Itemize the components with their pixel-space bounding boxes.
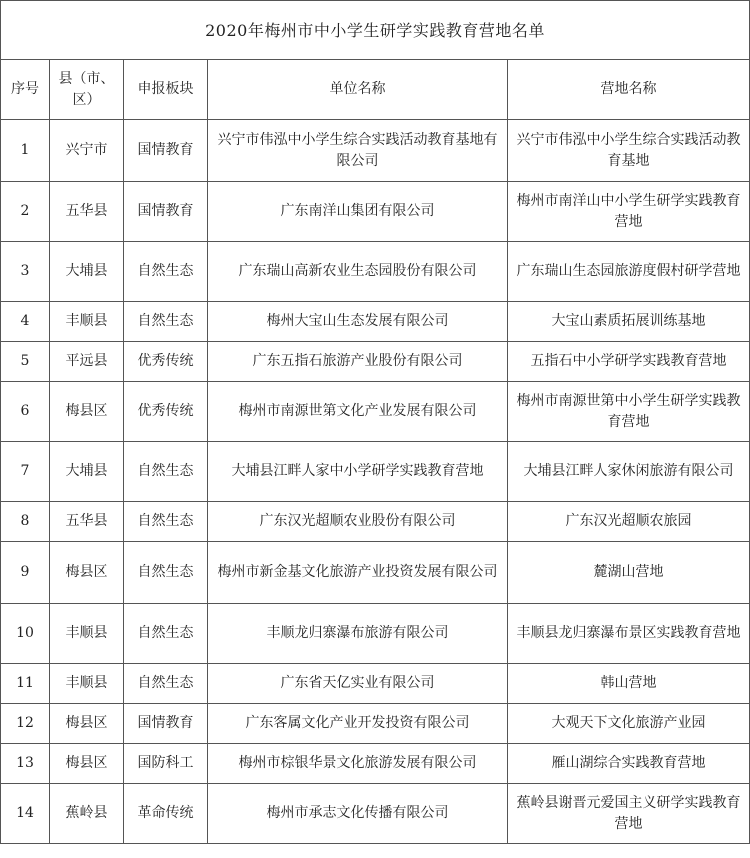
cell-unit-name: 广东南洋山集团有限公司 xyxy=(208,182,508,242)
cell-unit-name: 大埔县江畔人家中小学研学实践教育营地 xyxy=(208,442,508,502)
table-row xyxy=(1,704,750,744)
header-county: 县（市、区） xyxy=(50,60,124,120)
cell-camp-name: 兴宁市伟泓中小学生综合实践活动教育基地 xyxy=(508,120,750,182)
cell-camp-name: 广东汉光超顺农旅园 xyxy=(508,502,750,542)
cell-county: 兴宁市 xyxy=(50,120,124,182)
table-row xyxy=(1,542,750,604)
cell-unit-name: 丰顺龙归寨瀑布旅游有限公司 xyxy=(208,604,508,664)
cell-county: 梅县区 xyxy=(50,542,124,604)
cell-unit-name: 广东汉光超顺农业股份有限公司 xyxy=(208,502,508,542)
cell-camp-name: 大宝山素质拓展训练基地 xyxy=(508,302,750,342)
cell-seq: 13 xyxy=(1,744,50,784)
table-row xyxy=(1,242,750,302)
cell-seq: 12 xyxy=(1,704,50,744)
cell-county: 丰顺县 xyxy=(50,302,124,342)
header-camp: 营地名称 xyxy=(508,60,750,120)
header-row xyxy=(1,60,750,120)
cell-seq: 8 xyxy=(1,502,50,542)
cell-unit-name: 广东客属文化产业开发投资有限公司 xyxy=(208,704,508,744)
cell-county: 五华县 xyxy=(50,182,124,242)
table-row xyxy=(1,784,750,844)
cell-county: 丰顺县 xyxy=(50,664,124,704)
cell-county: 蕉岭县 xyxy=(50,784,124,844)
cell-camp-name: 梅州市南洋山中小学生研学实践教育营地 xyxy=(508,182,750,242)
cell-category: 国情教育 xyxy=(124,182,208,242)
header-seq: 序号 xyxy=(1,60,50,120)
cell-county: 大埔县 xyxy=(50,442,124,502)
cell-category: 革命传统 xyxy=(124,784,208,844)
cell-camp-name: 梅州市南源世第中小学生研学实践教育营地 xyxy=(508,382,750,442)
cell-seq: 9 xyxy=(1,542,50,604)
cell-category: 自然生态 xyxy=(124,242,208,302)
table-row xyxy=(1,664,750,704)
cell-seq: 2 xyxy=(1,182,50,242)
cell-county: 梅县区 xyxy=(50,382,124,442)
cell-seq: 7 xyxy=(1,442,50,502)
cell-camp-name: 大观天下文化旅游产业园 xyxy=(508,704,750,744)
cell-category: 自然生态 xyxy=(124,302,208,342)
cell-category: 自然生态 xyxy=(124,542,208,604)
cell-county: 平远县 xyxy=(50,342,124,382)
table-row xyxy=(1,182,750,242)
table-row xyxy=(1,302,750,342)
cell-category: 国情教育 xyxy=(124,120,208,182)
cell-category: 优秀传统 xyxy=(124,382,208,442)
cell-category: 自然生态 xyxy=(124,502,208,542)
cell-category: 优秀传统 xyxy=(124,342,208,382)
cell-seq: 3 xyxy=(1,242,50,302)
cell-county: 丰顺县 xyxy=(50,604,124,664)
cell-unit-name: 梅州市南源世第文化产业发展有限公司 xyxy=(208,382,508,442)
cell-county: 梅县区 xyxy=(50,704,124,744)
cell-camp-name: 广东瑞山生态园旅游度假村研学营地 xyxy=(508,242,750,302)
cell-unit-name: 兴宁市伟泓中小学生综合实践活动教育基地有限公司 xyxy=(208,120,508,182)
cell-county: 五华县 xyxy=(50,502,124,542)
cell-camp-name: 大埔县江畔人家休闲旅游有限公司 xyxy=(508,442,750,502)
cell-seq: 1 xyxy=(1,120,50,182)
table-row xyxy=(1,382,750,442)
cell-camp-name: 丰顺县龙归寨瀑布景区实践教育营地 xyxy=(508,604,750,664)
cell-unit-name: 梅州大宝山生态发展有限公司 xyxy=(208,302,508,342)
header-category: 申报板块 xyxy=(124,60,208,120)
table-row xyxy=(1,442,750,502)
cell-category: 自然生态 xyxy=(124,442,208,502)
table-row xyxy=(1,744,750,784)
cell-camp-name: 雁山湖综合实践教育营地 xyxy=(508,744,750,784)
cell-category: 自然生态 xyxy=(124,604,208,664)
table-row xyxy=(1,120,750,182)
cell-category: 国防科工 xyxy=(124,744,208,784)
cell-unit-name: 广东瑞山高新农业生态园股份有限公司 xyxy=(208,242,508,302)
cell-county: 大埔县 xyxy=(50,242,124,302)
table-title: 2020年梅州市中小学生研学实践教育营地名单 xyxy=(1,1,750,60)
cell-camp-name: 麓湖山营地 xyxy=(508,542,750,604)
cell-camp-name: 五指石中小学研学实践教育营地 xyxy=(508,342,750,382)
cell-county: 梅县区 xyxy=(50,744,124,784)
cell-seq: 14 xyxy=(1,784,50,844)
table-row xyxy=(1,342,750,382)
cell-seq: 6 xyxy=(1,382,50,442)
cell-category: 自然生态 xyxy=(124,664,208,704)
table-row xyxy=(1,502,750,542)
cell-unit-name: 梅州市承志文化传播有限公司 xyxy=(208,784,508,844)
cell-unit-name: 广东省天亿实业有限公司 xyxy=(208,664,508,704)
cell-seq: 5 xyxy=(1,342,50,382)
cell-camp-name: 韩山营地 xyxy=(508,664,750,704)
cell-seq: 11 xyxy=(1,664,50,704)
cell-seq: 4 xyxy=(1,302,50,342)
cell-seq: 10 xyxy=(1,604,50,664)
cell-category: 国情教育 xyxy=(124,704,208,744)
cell-camp-name: 蕉岭县谢晋元爱国主义研学实践教育营地 xyxy=(508,784,750,844)
cell-unit-name: 梅州市棕银华景文化旅游发展有限公司 xyxy=(208,744,508,784)
cell-unit-name: 广东五指石旅游产业股份有限公司 xyxy=(208,342,508,382)
header-unit: 单位名称 xyxy=(208,60,508,120)
table-row xyxy=(1,604,750,664)
cell-unit-name: 梅州市新金基文化旅游产业投资发展有限公司 xyxy=(208,542,508,604)
